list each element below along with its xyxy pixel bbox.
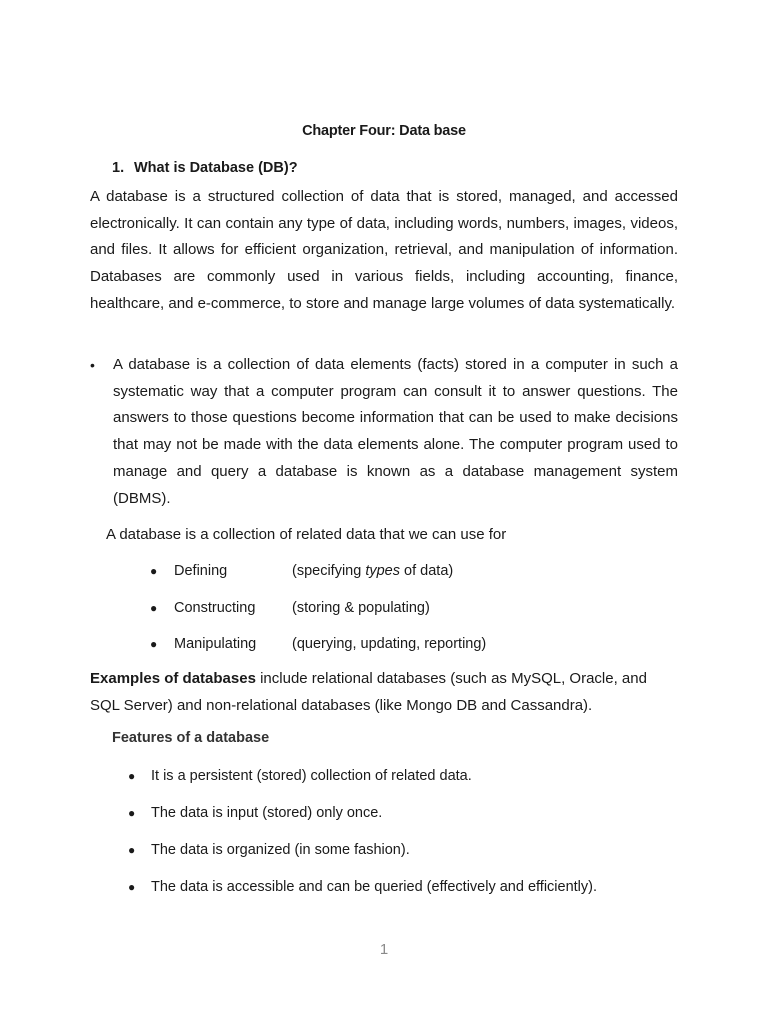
definition-description: (specifying types of data) [292, 563, 454, 579]
intro-paragraph: A database is a structured collection of data that is stored, managed, and accessed electronically. It can contain any type of data, including words, numbers, images, videos, and files. It allows for efficient organization, retrieval, and manipulation of information. Databases are commonly used in various fields, including accounting, finance, healthcare, and e-commerce, to store and manage large volumes of data systematically. [90, 188, 678, 312]
feature-text: It is a persistent (stored) collection of related data. [151, 768, 472, 784]
definition-intro: A database is a collection of related data that we can use for [106, 526, 507, 543]
bullet-icon: ● [150, 637, 158, 651]
bullet-paragraph [90, 352, 678, 512]
examples-label: Examples of databases [90, 670, 256, 687]
bullet-icon: ● [128, 880, 136, 894]
examples-text: include relational databases (such as MySQL, Oracle, and SQL Server) and non-relational databases (like Mongo DB and Cassandra). [90, 670, 647, 714]
bullet-icon: • [90, 357, 95, 373]
definition-description: (querying, updating, reporting) [292, 636, 487, 652]
section-heading-text: What is Database (DB)? [134, 160, 298, 176]
list-item [128, 877, 648, 914]
features-list [128, 766, 648, 914]
bullet-icon: ● [150, 564, 158, 578]
list-item [128, 766, 648, 803]
bullet-icon: ● [128, 769, 136, 783]
definition-term: Defining [174, 563, 228, 579]
chapter-title: Chapter Four: Data base [302, 123, 466, 139]
list-item [128, 840, 648, 877]
section-number: 1. [112, 160, 125, 176]
bullet-text: A database is a collection of data elements (facts) stored in a computer in such a systematic way that a computer program can consult it to answer questions. The answers to those questions become information that can be used to make decisions that may not be made with the data elements alone. The computer program used to manage and query a database is known as a database management system (DBMS). [113, 356, 678, 507]
emphasis-text: types [365, 563, 401, 579]
features-heading: Features of a database [112, 730, 270, 746]
list-item [128, 803, 648, 840]
definition-item [150, 561, 630, 598]
feature-text: The data is input (stored) only once. [151, 805, 383, 821]
page-number: 1 [379, 941, 389, 958]
definition-term: Constructing [174, 599, 256, 616]
section-heading [112, 160, 298, 176]
definition-term: Manipulating [174, 636, 257, 652]
definition-item [150, 598, 630, 635]
feature-text: The data is organized (in some fashion). [151, 842, 410, 858]
definition-description: (storing & populating) [292, 599, 430, 616]
bullet-icon: ● [150, 600, 158, 615]
examples-paragraph [90, 666, 680, 719]
bullet-icon: ● [128, 843, 136, 857]
definition-list [150, 561, 630, 671]
feature-text: The data is accessible and can be queried (effectively and efficiently). [151, 879, 598, 895]
bullet-icon: ● [128, 806, 136, 820]
